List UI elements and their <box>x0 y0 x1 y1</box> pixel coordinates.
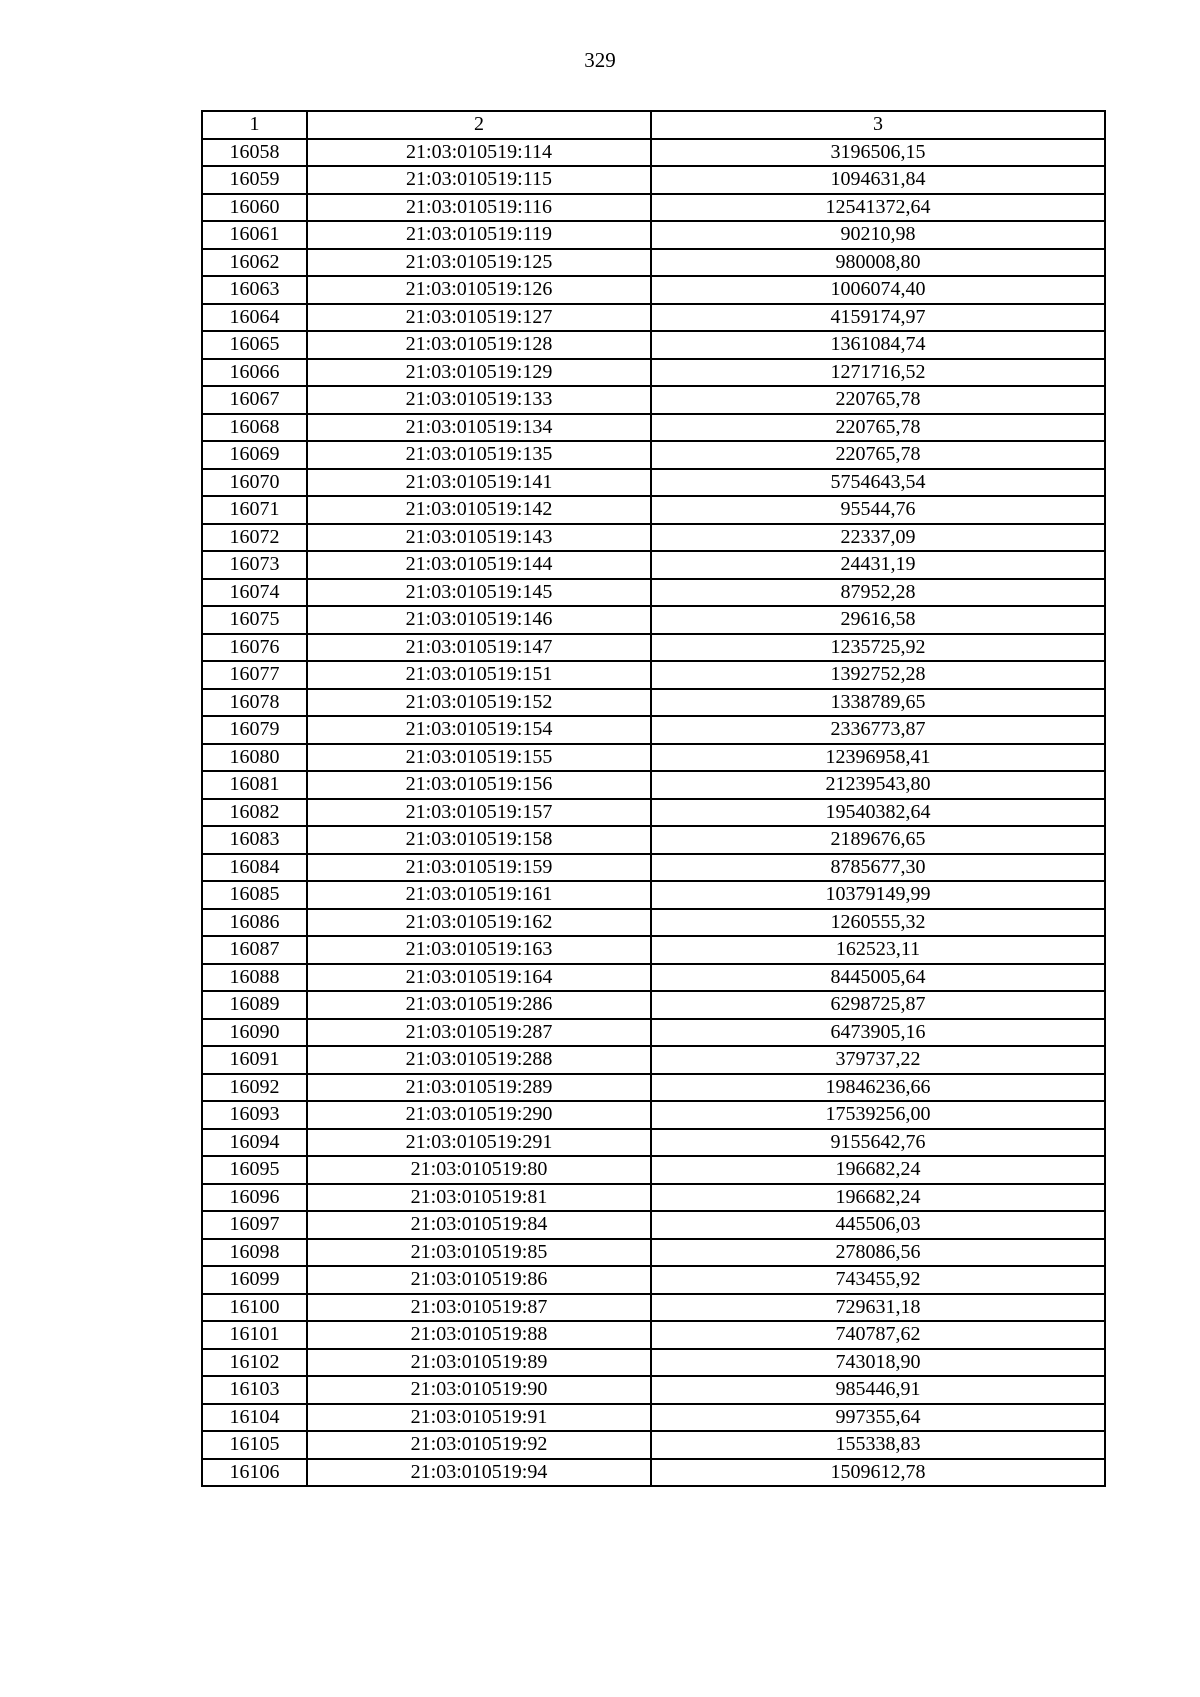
value-cell: 87952,28 <box>651 579 1105 607</box>
row-number-cell: 16087 <box>202 936 307 964</box>
value-cell: 743018,90 <box>651 1349 1105 1377</box>
row-number-cell: 16071 <box>202 496 307 524</box>
cadastral-number-cell: 21:03:010519:291 <box>307 1129 651 1157</box>
row-number-cell: 16070 <box>202 469 307 497</box>
row-number-cell: 16062 <box>202 249 307 277</box>
row-number-cell: 16096 <box>202 1184 307 1212</box>
cadastral-number-cell: 21:03:010519:288 <box>307 1046 651 1074</box>
table-row <box>202 964 1105 992</box>
value-cell: 740787,62 <box>651 1321 1105 1349</box>
table-header <box>202 111 1105 139</box>
value-cell: 980008,80 <box>651 249 1105 277</box>
row-number-cell: 16072 <box>202 524 307 552</box>
cadastral-number-cell: 21:03:010519:155 <box>307 744 651 772</box>
row-number-cell: 16083 <box>202 826 307 854</box>
cadastral-number-cell: 21:03:010519:158 <box>307 826 651 854</box>
value-cell: 220765,78 <box>651 414 1105 442</box>
cadastral-number-cell: 21:03:010519:89 <box>307 1349 651 1377</box>
value-cell: 445506,03 <box>651 1211 1105 1239</box>
table-row <box>202 771 1105 799</box>
cadastral-number-cell: 21:03:010519:135 <box>307 441 651 469</box>
cadastral-number-cell: 21:03:010519:290 <box>307 1101 651 1129</box>
row-number-cell: 16081 <box>202 771 307 799</box>
cadastral-number-cell: 21:03:010519:115 <box>307 166 651 194</box>
row-number-cell: 16092 <box>202 1074 307 1102</box>
row-number-cell: 16078 <box>202 689 307 717</box>
table-row <box>202 661 1105 689</box>
value-cell: 155338,83 <box>651 1431 1105 1459</box>
table-row <box>202 689 1105 717</box>
row-number-cell: 16086 <box>202 909 307 937</box>
table-row <box>202 1184 1105 1212</box>
cadastral-number-cell: 21:03:010519:81 <box>307 1184 651 1212</box>
row-number-cell: 16085 <box>202 881 307 909</box>
value-cell: 196682,24 <box>651 1156 1105 1184</box>
value-cell: 743455,92 <box>651 1266 1105 1294</box>
table-row <box>202 1101 1105 1129</box>
table-row <box>202 1349 1105 1377</box>
row-number-cell: 16102 <box>202 1349 307 1377</box>
value-cell: 2189676,65 <box>651 826 1105 854</box>
value-cell: 278086,56 <box>651 1239 1105 1267</box>
value-cell: 21239543,80 <box>651 771 1105 799</box>
cadastral-number-cell: 21:03:010519:90 <box>307 1376 651 1404</box>
value-cell: 90210,98 <box>651 221 1105 249</box>
cadastral-number-cell: 21:03:010519:133 <box>307 386 651 414</box>
header-row <box>202 111 1105 139</box>
table-row <box>202 469 1105 497</box>
cadastral-number-cell: 21:03:010519:161 <box>307 881 651 909</box>
cadastral-number-cell: 21:03:010519:151 <box>307 661 651 689</box>
table-row <box>202 524 1105 552</box>
row-number-cell: 16068 <box>202 414 307 442</box>
row-number-cell: 16082 <box>202 799 307 827</box>
value-cell: 6473905,16 <box>651 1019 1105 1047</box>
row-number-cell: 16094 <box>202 1129 307 1157</box>
row-number-cell: 16064 <box>202 304 307 332</box>
cadastral-number-cell: 21:03:010519:145 <box>307 579 651 607</box>
column-header-1: 1 <box>202 111 307 139</box>
table-row <box>202 579 1105 607</box>
cadastral-number-cell: 21:03:010519:94 <box>307 1459 651 1487</box>
row-number-cell: 16089 <box>202 991 307 1019</box>
table-row <box>202 606 1105 634</box>
table-row <box>202 716 1105 744</box>
row-number-cell: 16076 <box>202 634 307 662</box>
value-cell: 4159174,97 <box>651 304 1105 332</box>
row-number-cell: 16101 <box>202 1321 307 1349</box>
row-number-cell: 16095 <box>202 1156 307 1184</box>
table-row <box>202 1321 1105 1349</box>
table-row <box>202 441 1105 469</box>
row-number-cell: 16098 <box>202 1239 307 1267</box>
cadastral-number-cell: 21:03:010519:126 <box>307 276 651 304</box>
cadastral-number-cell: 21:03:010519:119 <box>307 221 651 249</box>
row-number-cell: 16060 <box>202 194 307 222</box>
table-row <box>202 276 1105 304</box>
cadastral-number-cell: 21:03:010519:128 <box>307 331 651 359</box>
cadastral-number-cell: 21:03:010519:286 <box>307 991 651 1019</box>
cadastral-number-cell: 21:03:010519:129 <box>307 359 651 387</box>
cadastral-number-cell: 21:03:010519:125 <box>307 249 651 277</box>
cadastral-number-cell: 21:03:010519:85 <box>307 1239 651 1267</box>
row-number-cell: 16088 <box>202 964 307 992</box>
table-row <box>202 1459 1105 1487</box>
cadastral-number-cell: 21:03:010519:134 <box>307 414 651 442</box>
value-cell: 379737,22 <box>651 1046 1105 1074</box>
cadastral-number-cell: 21:03:010519:84 <box>307 1211 651 1239</box>
value-cell: 985446,91 <box>651 1376 1105 1404</box>
table-row <box>202 221 1105 249</box>
table-row <box>202 854 1105 882</box>
table-row <box>202 386 1105 414</box>
table-row <box>202 1404 1105 1432</box>
row-number-cell: 16058 <box>202 139 307 167</box>
table-row <box>202 1239 1105 1267</box>
cadastral-number-cell: 21:03:010519:143 <box>307 524 651 552</box>
cadastral-number-cell: 21:03:010519:88 <box>307 1321 651 1349</box>
value-cell: 17539256,00 <box>651 1101 1105 1129</box>
row-number-cell: 16103 <box>202 1376 307 1404</box>
table-row <box>202 936 1105 964</box>
row-number-cell: 16104 <box>202 1404 307 1432</box>
row-number-cell: 16069 <box>202 441 307 469</box>
value-cell: 12541372,64 <box>651 194 1105 222</box>
value-cell: 729631,18 <box>651 1294 1105 1322</box>
cadastral-number-cell: 21:03:010519:163 <box>307 936 651 964</box>
table-row <box>202 1431 1105 1459</box>
table-row <box>202 909 1105 937</box>
row-number-cell: 16100 <box>202 1294 307 1322</box>
value-cell: 1509612,78 <box>651 1459 1105 1487</box>
row-number-cell: 16067 <box>202 386 307 414</box>
cadastral-number-cell: 21:03:010519:159 <box>307 854 651 882</box>
value-cell: 19540382,64 <box>651 799 1105 827</box>
table-row <box>202 634 1105 662</box>
cadastral-number-cell: 21:03:010519:162 <box>307 909 651 937</box>
cadastral-number-cell: 21:03:010519:147 <box>307 634 651 662</box>
row-number-cell: 16099 <box>202 1266 307 1294</box>
row-number-cell: 16097 <box>202 1211 307 1239</box>
cadastral-number-cell: 21:03:010519:116 <box>307 194 651 222</box>
row-number-cell: 16079 <box>202 716 307 744</box>
cadastral-number-cell: 21:03:010519:146 <box>307 606 651 634</box>
table-row <box>202 249 1105 277</box>
value-cell: 12396958,41 <box>651 744 1105 772</box>
cadastral-number-cell: 21:03:010519:87 <box>307 1294 651 1322</box>
row-number-cell: 16091 <box>202 1046 307 1074</box>
row-number-cell: 16059 <box>202 166 307 194</box>
cadastral-number-cell: 21:03:010519:289 <box>307 1074 651 1102</box>
table-row <box>202 331 1105 359</box>
table-row <box>202 304 1105 332</box>
table-row <box>202 1376 1105 1404</box>
row-number-cell: 16080 <box>202 744 307 772</box>
cadastral-number-cell: 21:03:010519:127 <box>307 304 651 332</box>
table-row <box>202 1129 1105 1157</box>
cadastral-number-cell: 21:03:010519:144 <box>307 551 651 579</box>
row-number-cell: 16077 <box>202 661 307 689</box>
cadastral-number-cell: 21:03:010519:154 <box>307 716 651 744</box>
table-row <box>202 1156 1105 1184</box>
table-row <box>202 139 1105 167</box>
table-row <box>202 359 1105 387</box>
table-row <box>202 1266 1105 1294</box>
value-cell: 95544,76 <box>651 496 1105 524</box>
row-number-cell: 16084 <box>202 854 307 882</box>
value-cell: 1338789,65 <box>651 689 1105 717</box>
table-row <box>202 1046 1105 1074</box>
value-cell: 1006074,40 <box>651 276 1105 304</box>
row-number-cell: 16105 <box>202 1431 307 1459</box>
table-body <box>202 139 1105 1487</box>
row-number-cell: 16066 <box>202 359 307 387</box>
cadastral-number-cell: 21:03:010519:91 <box>307 1404 651 1432</box>
row-number-cell: 16090 <box>202 1019 307 1047</box>
table-row <box>202 1211 1105 1239</box>
value-cell: 8445005,64 <box>651 964 1105 992</box>
table-row <box>202 166 1105 194</box>
value-cell: 997355,64 <box>651 1404 1105 1432</box>
value-cell: 9155642,76 <box>651 1129 1105 1157</box>
cadastral-number-cell: 21:03:010519:152 <box>307 689 651 717</box>
column-header-3: 3 <box>651 111 1105 139</box>
row-number-cell: 16074 <box>202 579 307 607</box>
value-cell: 1235725,92 <box>651 634 1105 662</box>
cadastral-number-cell: 21:03:010519:164 <box>307 964 651 992</box>
value-cell: 196682,24 <box>651 1184 1105 1212</box>
cadastral-number-cell: 21:03:010519:287 <box>307 1019 651 1047</box>
row-number-cell: 16061 <box>202 221 307 249</box>
table-row <box>202 991 1105 1019</box>
cadastral-number-cell: 21:03:010519:114 <box>307 139 651 167</box>
value-cell: 19846236,66 <box>651 1074 1105 1102</box>
row-number-cell: 16065 <box>202 331 307 359</box>
value-cell: 1260555,32 <box>651 909 1105 937</box>
row-number-cell: 16075 <box>202 606 307 634</box>
value-cell: 22337,09 <box>651 524 1105 552</box>
cadastral-number-cell: 21:03:010519:156 <box>307 771 651 799</box>
cadastral-number-cell: 21:03:010519:80 <box>307 1156 651 1184</box>
value-cell: 6298725,87 <box>651 991 1105 1019</box>
cadastral-number-cell: 21:03:010519:86 <box>307 1266 651 1294</box>
value-cell: 220765,78 <box>651 386 1105 414</box>
row-number-cell: 16093 <box>202 1101 307 1129</box>
value-cell: 1271716,52 <box>651 359 1105 387</box>
row-number-cell: 16063 <box>202 276 307 304</box>
table-row <box>202 1294 1105 1322</box>
row-number-cell: 16106 <box>202 1459 307 1487</box>
table-row <box>202 414 1105 442</box>
column-header-2: 2 <box>307 111 651 139</box>
page-number: 329 <box>584 48 616 72</box>
table-row <box>202 551 1105 579</box>
data-table <box>201 110 1106 1487</box>
table-row <box>202 826 1105 854</box>
value-cell: 10379149,99 <box>651 881 1105 909</box>
cadastral-number-cell: 21:03:010519:92 <box>307 1431 651 1459</box>
value-cell: 162523,11 <box>651 936 1105 964</box>
value-cell: 24431,19 <box>651 551 1105 579</box>
value-cell: 2336773,87 <box>651 716 1105 744</box>
value-cell: 220765,78 <box>651 441 1105 469</box>
value-cell: 1361084,74 <box>651 331 1105 359</box>
table-row <box>202 496 1105 524</box>
row-number-cell: 16073 <box>202 551 307 579</box>
value-cell: 8785677,30 <box>651 854 1105 882</box>
value-cell: 1094631,84 <box>651 166 1105 194</box>
table-row <box>202 744 1105 772</box>
value-cell: 5754643,54 <box>651 469 1105 497</box>
table-row <box>202 1074 1105 1102</box>
value-cell: 1392752,28 <box>651 661 1105 689</box>
table-row <box>202 881 1105 909</box>
table-row <box>202 194 1105 222</box>
value-cell: 3196506,15 <box>651 139 1105 167</box>
value-cell: 29616,58 <box>651 606 1105 634</box>
cadastral-number-cell: 21:03:010519:142 <box>307 496 651 524</box>
cadastral-number-cell: 21:03:010519:157 <box>307 799 651 827</box>
cadastral-number-cell: 21:03:010519:141 <box>307 469 651 497</box>
table-row <box>202 799 1105 827</box>
table-row <box>202 1019 1105 1047</box>
